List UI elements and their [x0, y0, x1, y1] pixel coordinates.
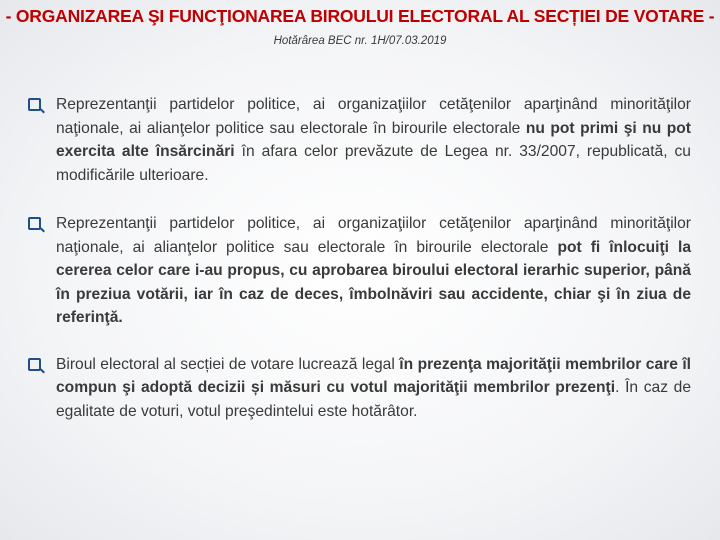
checkbox-bullet-icon: [28, 217, 41, 230]
bullet-item: [28, 212, 691, 330]
slide-title: - ORGANIZAREA ŞI FUNCŢIONAREA BIROULUI ELECTORAL AL SECȚIEI DE VOTARE -: [5, 6, 715, 26]
bullet-text: Biroul electoral al secției de votare lucrează legal: [56, 355, 400, 373]
bullet-item: [28, 93, 691, 187]
bullet-list: [28, 93, 691, 423]
checkbox-bullet-icon: [28, 98, 41, 111]
bullet-text: Reprezentanţii partidelor politice, ai organizaţiilor cetăţenilor aparţinând minorităţilor naţionale, ai alianţelor politice sau electorale în birourile electorale: [56, 96, 691, 137]
bullet-text-bold: pot fi înlocuiţi la cererea celor care i-au propus, cu aprobarea biroului electoral ierarhic superior, până în preziua votării, iar în caz de deces, îmbolnăviri sau accidente, chiar şi în ziua de referinţă.: [56, 238, 692, 326]
checkbox-bullet-icon: [28, 358, 41, 371]
bullet-text-bold: nu pot primi şi nu pot exercita alte însărcinări: [56, 119, 691, 160]
bullet-text: Reprezentanţii partidelor politice, ai organizaţiilor cetăţenilor aparţinând minorităţilor naţionale, ai alianţelor politice sau electorale în birourile electorale: [56, 215, 691, 256]
bullet-text: în afara celor prevăzute de Legea nr. 33/2007, republicată, cu modificările ulterioare.: [56, 143, 691, 184]
bullet-item: [28, 353, 691, 424]
bullet-text-bold: în prezenţa majorităţii membrilor care îl compun şi adoptă decizii și măsuri cu votul majorităţii membrilor prezenţi: [56, 355, 691, 396]
slide-subtitle: Hotărârea BEC nr. 1H/07.03.2019: [273, 35, 447, 47]
bullet-text: . În caz de egalitate de voturi, votul preşedintelui este hotărâtor.: [56, 379, 691, 420]
